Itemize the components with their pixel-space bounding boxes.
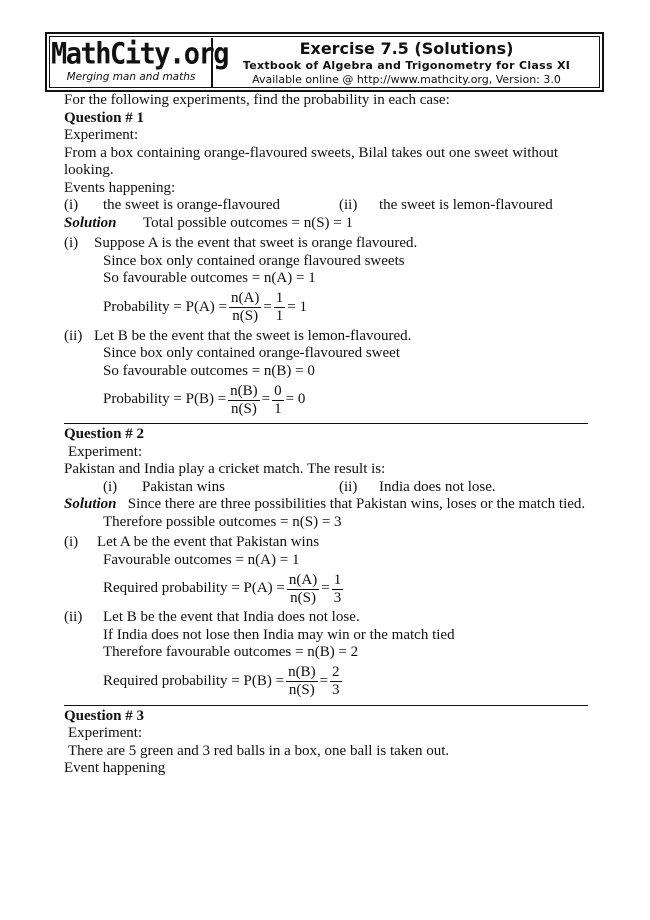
q1-part-ii-number: (ii)	[64, 327, 83, 344]
q1-part-i-line2: So favourable outcomes = n(A) = 1	[103, 270, 316, 286]
q2-part-i-line1: Favourable outcomes = n(A) = 1	[103, 551, 300, 568]
q1-part-ii-result: = 0	[285, 391, 306, 408]
q2-part-i-fraction-2: $\frac{1}{3}$	[333, 571, 342, 606]
q2-total-outcomes: Therefore possible outcomes = n(S) = 3	[103, 513, 342, 530]
q1-part-ii-prob-lhs: P(B) =	[185, 391, 227, 408]
question-1-heading: Question # 1	[64, 109, 145, 126]
q1-experiment-label: Experiment:	[64, 127, 139, 143]
intro-text: For the following experiments, find the probability in each case:	[64, 92, 450, 108]
brand-box	[51, 37, 229, 88]
q2-event-i-number: (i)	[103, 478, 118, 495]
q1-events-row	[64, 197, 588, 215]
question-3-heading: Question # 3	[64, 707, 145, 724]
q2-part-i-intro: Let A be the event that Pakistan wins	[97, 534, 320, 550]
q1-part-ii-intro: Let B be the event that the sweet is lemon-flavoured.	[94, 327, 412, 344]
q2-part-ii-fraction-2: $\frac{2}{3}$	[332, 664, 340, 698]
q2-part-i-intro-row	[64, 534, 588, 552]
title-box	[215, 38, 598, 88]
q2-part-ii-prob-label: Required probability =	[103, 672, 240, 689]
q1-part-ii-fraction-1: $\frac{n(B)}{n(S)}$	[230, 382, 258, 417]
q2-solution-label: Solution	[64, 496, 117, 512]
q2-part-ii-prob-lhs: P(B) =	[243, 672, 285, 689]
q2-part-i-probability: Required probability = P(A) = $\frac{n(A)}{n(S)}$ = $\frac{1}{3}$	[103, 571, 342, 606]
q1-part-ii-fraction-2: $\frac{0}{1}$	[274, 382, 282, 417]
q1-part-ii-line2: So favourable outcomes = n(B) = 0	[103, 362, 315, 379]
q2-part-ii-line1: If India does not lose then India may win or the match tied	[103, 626, 455, 643]
q2-part-i-fraction-1: $\frac{n(A)}{n(S)}$	[288, 571, 318, 606]
q1-experiment-text: From a box containing orange-flavoured sweets, Bilal takes out one sweet without looking.	[64, 144, 559, 178]
q1-part-i-fraction-1: $\frac{n(A)}{n(S)}$	[231, 290, 260, 324]
q2-events-row	[64, 479, 588, 497]
q1-part-i-number: (i)	[64, 235, 79, 251]
q2-part-ii-probability: Required probability = P(B) = $\frac{n(B)}{n(S)}$ = $\frac{2}{3}$	[103, 664, 340, 698]
q1-part-ii-line1: Since box only contained orange-flavoured sweet	[103, 345, 400, 361]
availability-note: Available online @ http://www.mathcity.org, Version: 3.0	[252, 73, 561, 86]
page-subtitle: Textbook of Algebra and Trigonometry for Class XI	[242, 59, 571, 72]
q1-part-i-prob-lhs: P(A) =	[185, 298, 227, 315]
q1-total-outcomes: Total possible outcomes = n(S) = 1	[143, 214, 354, 231]
q1-event-i: the sweet is orange-flavoured	[103, 197, 281, 213]
q1-events-label: Events happening:	[64, 179, 176, 196]
q1-event-i-number: (i)	[64, 197, 79, 213]
q1-event-ii: the sweet is lemon-flavoured	[379, 197, 553, 213]
q2-part-ii-intro: Let B be the event that India does not lose.	[103, 609, 360, 625]
document-body	[64, 92, 588, 778]
question-2-heading: Question # 2	[64, 426, 145, 442]
brand-logo: MathCity.org	[51, 37, 229, 72]
q2-experiment-label: Experiment:	[68, 443, 143, 460]
q1-part-ii-intro-row	[64, 328, 588, 346]
q2-part-ii-number: (ii)	[64, 609, 83, 625]
q2-event-ii: India does not lose.	[379, 478, 496, 495]
q2-solution-text: Since there are three possibilities that Pakistan wins, loses or the match tied.	[127, 496, 586, 512]
q3-experiment-label: Experiment:	[68, 725, 143, 741]
q2-part-ii-intro-row	[64, 609, 588, 627]
q1-part-i-prob-label: Probability =	[103, 298, 182, 315]
q2-event-ii-number: (ii)	[339, 478, 358, 495]
q2-solution-para	[64, 496, 588, 514]
q1-solution-row	[64, 215, 588, 233]
q1-part-ii-probability: Probability = P(B) = $\frac{n(B)}{n(S)}$ = $\frac{0}{1}$ = 0	[103, 382, 306, 417]
q2-event-i: Pakistan wins	[142, 478, 225, 495]
q3-events-label: Event happening	[64, 760, 166, 776]
q2-part-i-prob-lhs: P(A) =	[243, 580, 285, 597]
q3-experiment-text: There are 5 green and 3 red balls in a box, one ball is taken out.	[68, 742, 450, 759]
q1-part-i-fraction-2: $\frac{1}{1}$	[275, 290, 284, 324]
q2-part-ii-fraction-1: $\frac{n(B)}{n(S)}$	[288, 664, 316, 698]
section-divider	[64, 705, 588, 706]
brand-tagline: Merging man and maths	[66, 71, 196, 83]
q1-part-ii-prob-label: Probability =	[103, 391, 182, 408]
page-title: Exercise 7.5 (Solutions)	[299, 39, 514, 58]
q1-event-ii-number: (ii)	[339, 197, 358, 213]
q1-part-i-probability: Probability = P(A) = $\frac{n(A)}{n(S)}$ = $\frac{1}{1}$ = 1	[103, 290, 308, 324]
q1-part-i-intro: Suppose A is the event that sweet is orange flavoured.	[94, 235, 418, 251]
q1-part-i-line1: Since box only contained orange flavoured sweets	[103, 252, 405, 269]
q2-part-ii-line2: Therefore favourable outcomes = n(B) = 2	[103, 644, 359, 660]
section-divider	[64, 423, 588, 424]
q1-part-i-intro-row	[64, 235, 588, 253]
q2-part-i-number: (i)	[64, 534, 79, 550]
q1-solution-label: Solution	[64, 214, 117, 231]
q2-experiment-text: Pakistan and India play a cricket match. The result is:	[64, 461, 386, 477]
page-header	[45, 32, 604, 92]
q2-part-i-prob-label: Required probability =	[103, 580, 240, 597]
q1-part-i-result: = 1	[287, 298, 308, 315]
